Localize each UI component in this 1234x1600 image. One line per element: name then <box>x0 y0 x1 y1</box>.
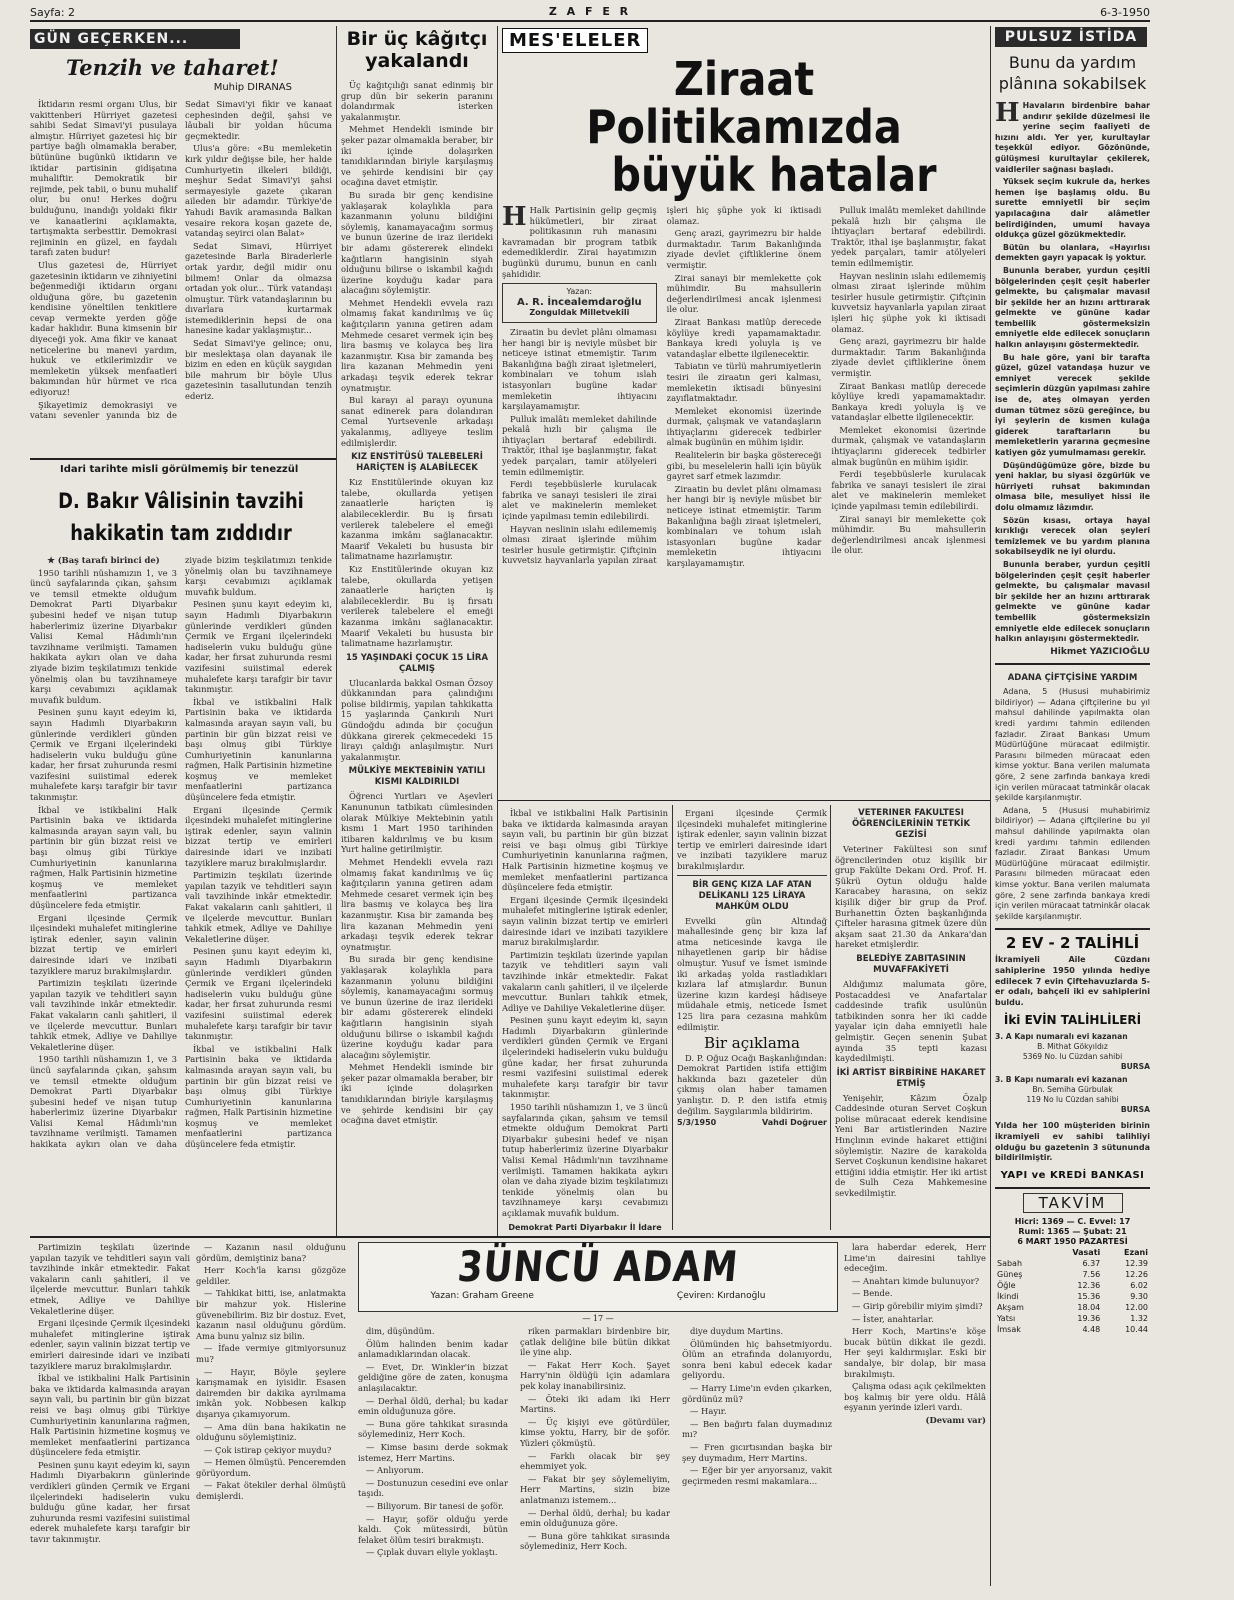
paragraph: Adana, 5 (Hususi muhabirimiz bildiriyor) — Adana çiftçilerine bu yıl mahsul dahilinde yapılmakta olan kredi yardımı tahmin edilenden fazladır. Ziraat Bankası Umum Müdürlüğüne müracaat edilmiştir. Parasını bilmeden müracaat eden kimse yoktur. Bana verilen malumata göre, 2 sene zarfında bankaya kredi için verilen müracaat tatminkâr olacak şekilde karşılanmıştır. <box>995 687 1150 803</box>
paragraph: Ziraatin bu devlet plânı olmaması her hangi bir iş neviyle müsbet bir neticeye istinat etmemiştir. Tarım Bakanlığına bağlı ziraat işletmeleri, kombinaları ve tohum ıslah istasyonları bugüne kadar memleketin ihtiyacını karşılayamamıştır. <box>502 326 657 412</box>
news-subhead: KIZ ENSTİTÜSÜ TALEBELERİ HARİÇTEN İŞ ALABİLECEK <box>351 452 483 474</box>
paragraph: Zirai sanayi bir memlekette çok mühimdir. Bu mahsullerin değerlendirilmesi ancak işlenmesi ile olur. <box>666 272 822 315</box>
paragraph: Veteriner Fakültesi son sınıf öğrencilerinden otuz kişilik bir grup Fakülte Dekanı Ord. Prof. H. Şükrü Oytun olduğu halde Karacabey harasına, on sekiz kişilik diğer bir grup da Prof. Burhanettin Özten başkanlığında Çifteler harasına gitmek üzere dün akşam saat 21.30 da Ankara'dan hareket etmişlerdir. <box>835 844 987 950</box>
serial-novel <box>196 1242 986 1594</box>
continued-note: (Devamı var) <box>925 1414 986 1425</box>
paragraph: Sedat Simavi, Hürriyet gazetesinde Barla Biraderlerle ortak yardır, değil midir onu bilmem! Onlar da olmazsa ortadan yok olur... Türk vatandaşı olmuştur. Türk vatandaşlarının bu dıvarlara kurtarmak istemediklerinin hepsi de ona hanesine kadar yaklaşmıştır... <box>185 240 332 336</box>
paragraph: Yenişehir, Kâzım Özalp Caddesinde oturan Servet Coşkun polise müracaat ederek kendisine Yeni Bar artistlerinden Nazire Hınçlının evinde hakaret ettiğini söylemiştir. Nazire de karakolda Servet Coşkunun kendisine hakaret ettiğini iddia etmiştir. Her iki artist de Sulh Ceza Mahkemesine sevkedilmiştir. <box>835 1092 987 1199</box>
paragraph: Mehmet Hendekli isminde bir şeker pazar olmamakla beraber, bir iki içinde dolaşırken tanıdıklarından biriyle karşılaşmış ve şehirde kendisini bir çay ocağına davet etmiştir. <box>341 124 493 188</box>
column-bakir-continuation <box>502 808 668 1233</box>
serial-author: Yazan: Graham Greene <box>430 1291 534 1301</box>
paragraph: Pesinen şunu kayıt edeyim ki, sayın Hadımlı Diyarbakırın günlerinde verdikleri günden Çermik ve Ergani ilçelerindeki hadiselerin vuku bulduğu güne kadar, her fırsat zuhurunda resmi vazifesini suiistimal ederek muhalefete karşı tarafgir bir tavır takınmıştır. <box>502 1015 668 1100</box>
headline-line-2: büyük hatalar <box>611 148 937 202</box>
winner-name: Bn. Semiha Gürbulak <box>1032 1085 1113 1095</box>
byline-role: Zonguldak Milletvekili <box>529 308 630 318</box>
paragraph: Pulluk imalâtı memleket dahilinde pekalâ hızlı bir çalışma ile ihtiyaçları bertaraf edebilirdi. Traktör, ithal işe başlanmıştır, fakat yedek parçaları, tamir atölyeleri temin edilmemiştir. <box>831 205 986 268</box>
calendar-rumi: Rumi: 1365 — Şubat: 21 <box>1018 1226 1127 1236</box>
ad-subtitle: İki EVİN TALİHLİLERİ <box>1003 1013 1142 1028</box>
paragraph: Üç kağıtçılığı sanat edinmiş bir grup dün bir sekerin paranını dolandırmak isterken yakalanmıştır. <box>341 80 493 122</box>
paragraph: Genç arazi, gayrimezru bir halde durmaktadır. Tarım Bakanlığında ziyade devlet çiftliklerine önem vermiştir. <box>666 228 822 270</box>
column-pulsuz-istida <box>995 26 1150 1586</box>
paragraph: İktidarın resmi organı Ulus, bir vakittenberi Hürriyet gazetesi sahibi Sedat Simavi'yi pusulaya almıştır. Hürriyet gazetesi hiç bir partiye bağlı olmamakla beraber, bütününe bugünkü iktidarın ve iktidar partisinin gidişatına muhaliftir. Demokratik bir rejimde, pek tabii, o bunu muhalif olur, bu onu! Herkes doğru bulduğunu, inandığı yoldaki fikir ve kanaatlerini açıklamakta, tartışmakta serbesttir. Demokrasi rejiminin en güzel, en faydalı tarafı zaten budur! <box>30 99 177 258</box>
paragraph: Evvelki gün Altındağ mahallesinde genç bir kıza laf atma neticesinde kavga ile nihayetlenen garip bir hâdise olmuştur. Yusuf ve İsmet isminde iki arkadaş yolda rastladıkları kızlara laf atmışlardır. Bunun üzerine kızın kardeşi hâdiseye müdahale etmiş, neticede İsmet 125 lira para cezasına mahkûm edilmiştir. <box>677 915 827 1032</box>
serial-column-3: riken parmakları birdenbire bir, çatlak deliğine bile bütün dikkat ile yine alıp. — Fakat Herr Koch. Şayet Harry'nin öldüğü için adamlara pek kolay inanabilirsiniz. — Öteki iki adam iki Herr Martins. — Üç kişiyi eve götürdüler, kimse yoktu, Harry, bir de şoför. Yüzleri çökmüştü. — Farklı olacak bir şey ehemmiyet yok. — Fakat bir şey söylemeliyim, Herr Martins, sizin bize anlatmanızı istemem... — Derhal öldü, derhal; bu kadar emin olduğunuza göre. — Buna göre tahkikat sırasında söylemediniz, Herr Koch. <box>520 1326 670 1552</box>
paragraph: Ferdi teşebbüslerle kurulacak fabrika ve sanayi tesisleri ile zirai alet ve makinelerin memleket içinde yapılması temin edilebilirdi. <box>502 479 657 522</box>
paragraph: Sedat Simavi'ye gelince; onu, bir meslektaşa olan dayanak ile bizim en eden en küçük saygıdan bile mahrum bir böyle Ulus gazetesinin tasallutundan tenzih ederiz. <box>185 338 332 402</box>
article-body <box>502 808 668 1233</box>
paragraph: Partimizin teşkilatı üzerinde yapılan tazyik ve tehditleri sayın vali tavzihinde inkâr etmektedir. Fakat vakaların canlı şahitleri, il ve ilçelerde mevcuttur. Bunları tahkik etmek, Adliye ve Dahiliye Vekaletlerine düşer. <box>185 870 332 944</box>
page-number: Sayfa: 2 <box>30 6 76 19</box>
calendar-hijri: Hicri: 1369 — C. Evvel: 17 <box>1014 1216 1131 1226</box>
paragraph: Ergani ilçesinde Çermik ilçesindeki muhalefet mitinglerine iştirak edenler, sayın valinin bizzat tertip ve emirleri dairesinde idari ve inzibati tazyiklere maruz bırakılmışlardır. <box>30 912 177 976</box>
paragraph: Ulus'a göre: «Bu memleketin kırk yıldır değişse bile, her halde Cumhuriyetin ilkeleri bildiği, meşhur Sedat Simavi'yi şahsi sermayesiyle gazete çıkaran aileden bir adamdır. Türkiye'de Yahudi Bavik aramasında Balkan vesaire rekora koşan gazete de, vatandaş seyirci olan Balat» <box>185 143 332 239</box>
article-body <box>30 99 332 439</box>
paragraph: İkbal ve istikbalini Halk Partisinin baka ve iktidarda kalmasında arayan sayın vali, bu partinin bir gün bizzat reisi ve başı olmuş gibi Türkiye Cumhuriyetinin kanunlarına rağmen, Halk Partisinin hizmetine koşmuş ve memleket menfaatlerini partizanca düşüncelere feda etmiştir. <box>185 696 332 803</box>
paragraph: Şikayetimiz demokrasiyi ve vatanı sevenler yanında biz de Sedat Simavi'yi fikir ve kanaat cephesinden değil, şahsi ve lâubali bir yoldan hücuma geçmektedir. <box>30 99 332 421</box>
article-body <box>835 808 987 1199</box>
paragraph: Ferdi teşebbüslerle kurulacak fabrika ve sanayi tesisleri ile zirai alet ve makinelerin memleket içinde yapılması temin edilebilirdi. <box>831 469 986 512</box>
table-row: Sabah 6.37 12.39 <box>997 1258 1148 1268</box>
news-subhead: MÜLKİYE MEKTEBİNİN YATILI KISMI KALDIRILDI <box>348 766 486 788</box>
announcement-title: Bir açıklama <box>704 1034 800 1053</box>
article-title: Tenzih ve taharet! <box>66 55 279 80</box>
headline-line-1: Ziraat Politikamızda <box>586 52 902 154</box>
paragraph: Bul karayı al parayı oyununa sanat edinerek para dolandıran Cemal Yurtsevenle arkadaşı yakalanmış, adliyeye teslim edilmişlerdir. <box>341 395 493 448</box>
article-body <box>995 98 1150 657</box>
paragraph: Kız Enstitülerinde okuyan kız talebe, okullarda yetişen zanaatlerle hariçten iş alabileceklerdir. Bu iş fırsatı verilerek talebelere el emeği kazanma imkânı sağlanacaktır. Maarif Vekaleti bu hususta bir talimatname hazırlamıştır. <box>341 477 493 562</box>
byline-name: A. R. İncealemdaroğlu <box>516 296 642 308</box>
byline-label: Yazan: <box>566 287 593 297</box>
winner-number: 5369 No. lu Cüzdan sahibi <box>1022 1052 1123 1062</box>
winner-label: 3. A Kapı numaralı evi kazanan <box>995 1032 1128 1042</box>
column-local-news-2 <box>835 808 987 1233</box>
news-subhead: 15 YAŞINDAKİ ÇOCUK 15 LİRA ÇALMIŞ <box>345 652 489 674</box>
table-row: Öğle 12.36 6.02 <box>997 1280 1148 1290</box>
article-body <box>677 808 827 1129</box>
table-row: Akşam 18.04 12.00 <box>997 1302 1148 1312</box>
serial-translator: Çeviren: Kırdanoğlu <box>676 1291 766 1301</box>
paragraph: Ulus gazetesi de, Hürriyet gazetesinin iktidarın ve zihniyetini beğenmediği iktidarın organı olduğuna göre, bu gazetenin kendisine yöneltilen tenkitlere cevap vermekte yerden göğe kadar haklıdır. Buna kimsenin bir diyeceği yok. Ama fikir ve kanaat neticelerine bu manevi yardım, hukuk ve etkilerimizdir ve memleketin yüksek menfaatleri bakımından hür hürmet ve rica ediyoruz! <box>30 259 177 398</box>
paragraph: Ziraat Bankası matlûp derecede köylüye kredi yapamamaktadır. Bankaya kredi yoluyla iş ve vatandaşlar elbette ilgilenecektir. <box>666 316 822 359</box>
paragraph: İkbal ve istikbalini Halk Partisinin baka ve iktidarda kalmasında arayan sayın vali, bu partinin bir gün bizzat reisi ve başı olmuş gibi Türkiye Cumhuriyetinin kanunlarına rağmen, Halk Partisinin hizmetine koşmuş ve memleket menfaatlerini partizanca düşüncelere feda etmiştir. <box>30 804 177 910</box>
headline-line-2: hakikatin tam zıddıdır <box>70 521 292 545</box>
paragraph: Ziraatin bu devlet plânı olmaması her hangi bir iş neviyle müsbet bir neticeye istinat etmemiştir. Tarım Bakanlığına bağlı ziraat işletmeleri, kombinaları ve tohum ıslah istasyonları bugüne kadar memleketin ihtiyacını karşılayamamıştır. <box>666 483 822 568</box>
paragraph: İkbal ve istikbalini Halk Partisinin baka ve iktidarda kalmasında arayan sayın vali, bu partinin bir gün bizzat reisi ve başı olmuş gibi Türkiye Cumhuriyetinin kanunlarına rağmen, Halk Partisinin hizmetine koşmuş ve memleket menfaatlerini partizanca düşüncelere feda etmiştir. <box>502 808 668 893</box>
section-kicker: İdari tarihte misli görülmemiş bir tenezzül <box>60 464 299 475</box>
adana-news <box>995 663 1150 922</box>
paragraph: Kız Enstitülerinde okuyan kız talebe, okullarda yetişen zanaatlerle hariçten iş alabileceklerdir. Bu iş fırsatı verilerek talebelere el emeği kazanma imkânı sağlanacaktır. Maarif Vekaleti bu hususta bir talimatname hazırlamıştır. <box>341 563 493 649</box>
news-subhead: BİR GENÇ KIZA LAF ATAN DELİKANLI 125 LİRAYA MAHKÛM OLDU <box>692 879 812 912</box>
calendar-title: TAKVİM <box>1023 1193 1123 1213</box>
winner-2 <box>995 1075 1150 1115</box>
paragraph: Bununla beraber, yurdun çeşitli bölgelerinden çeşit çeşit haberler gelmekte, bu çalışmalar mavasıl bir şekilde her an hızını arttırarak gelmekte ve gününe kadar tembellik göstermeksizin emniyetle elde edilecek sonuçların halkın anlayışını göstermektedir. <box>995 265 1150 350</box>
paragraph: İkbal ve istikbalini Halk Partisinin baka ve iktidarda kalmasında arayan sayın vali, bu partinin bir gün bizzat reisi ve başı olmuş gibi Türkiye Cumhuriyetinin kanunlarına rağmen, Halk Partisinin hizmetine koşmuş ve memleket menfaatlerini partizanca düşüncelere feda etmiştir. <box>185 1043 332 1150</box>
bank-name: YAPI ve KREDİ BANKASI <box>1000 1169 1145 1181</box>
paragraph: 1950 tarihli nüshamızın 1, ve 3 üncü sayfalarında çıkan, şahsım ve temsil etmekte olduğum Demokrat Parti Diyarbakır şubesini hedef ve nişan tutup haberlerimiz üzerine Diyarbakır Valisi Kemal Hâdımlı'nın tavzihname verilmişti. Tamamen hakikata aykırı olan ve daha ziyade bizim teşkilatımızı tenkide yönelmiş olan bu tavzihnameye karşı cevabımızı açıklamak muvafık buldum. <box>30 567 177 705</box>
table-row: Yatsı 19.36 1.32 <box>997 1313 1148 1323</box>
paragraph: Memleket ekonomisi üzerinde durmak, çalışmak ve vatandaşların ihtiyaçlarını giderecek tedbirler almak bugünün en mühim işidir. <box>831 424 986 467</box>
bank-advertisement <box>995 928 1150 1180</box>
masthead <box>30 4 1150 22</box>
paragraph: Realitelerin bir başka göstereceği gibi, bu meselelerin halli için büyük gayret sarf etmek lazımdır. <box>666 450 822 482</box>
paragraph: Sözün kısası, ortaya hayal kırıklığı verecek olan şeyleri temizlemek ve bu yardım planına sokabilseydik ne iyi olurdu. <box>995 515 1150 557</box>
signature-party: Demokrat Parti Diyarbakır İl İdare <box>508 1222 662 1232</box>
winner-city: BURSA <box>1120 1105 1150 1115</box>
serial-title-box <box>358 1242 838 1312</box>
paragraph: Pesinen şunu kayıt edeyim ki, sayın Hadımlı Diyarbakırın günlerinde verdikleri günden Çermik ve Ergani ilçelerindeki hadiselerin vuku bulduğu güne kadar, her fırsat zuhurunda resmi vazifesini suiistimal ederek muhalefete karşı tarafgir bir tavır takınmıştır. <box>185 946 332 1042</box>
table-row: İkindi 15.36 9.30 <box>997 1291 1148 1301</box>
paragraph: Adana, 5 (Hususi muhabirimiz bildiriyor) — Adana çiftçilerine bu yıl mahsul dahilinde yapılmakta olan kredi yardımı tahmin edilenden fazladır. Ziraat Bankası Umum Müdürlüğüne müracaat edilmiştir. Parasını bilmeden müracaat eden kimse yoktur. Bana verilen malumata göre, 2 sene zarfında bankaya kredi için verilen müracaat tatminkâr olacak şekilde karşılanmıştır. <box>995 805 1150 921</box>
paragraph: Partimizin teşkilatı üzerinde yapılan tazyik ve tehditleri sayın vali tavzihinde inkâr etmektedir. Fakat vakaların canlı şahitleri, il ve ilçelerde mevcuttur. Bunları tahkik etmek, Adliye ve Dahiliye Vekaletlerine düşer. <box>502 949 668 1013</box>
paragraph: Ulucanlarda bakkal Osman Özsoy dükkanından para çalındığını polise bildirmiş, yapılan tahkikatta 15 yaşlarında Çankırılı Nuri Gündoğdu adında bir çocuğun dükkana girerek çekmecedeki 15 lirayı çaldığı anlaşılmıştır. Nuri yakalanmıştır. <box>341 677 493 762</box>
paragraph: Öğrenci Yurtları ve Aşevleri Kanununun tatbikatı cümlesinden olarak Mülkiye Mektebinin yatılı kısmı 1 Mart 1950 tarihinden itibaren kaldırılmış ve bu kısım Yurt haline getirilmiştir. <box>341 791 493 855</box>
paragraph: Bu hale göre, yani bir tarafta güzel, güzel vatandaşa huzur ve emniyet verecek şekilde seçimlerin düzgün yapılması zahire ise de, ateş olmayan yerden duman tütmez sözü gereğince, bu iyi şeylerin de kısmen kulağa giderek taraftarların bu memleketlerin yararına geçmesine katiyen göz yumulmaması gerekir. <box>995 352 1150 457</box>
paragraph: Mehmet Hendekli isminde bir şeker pazar olmamakla beraber, bir iki içinde dolaşırken tanıdıklarından biriyle karşılaşmış ve şehirde kendisini bir çay ocağına davet etmiştir. <box>341 1062 493 1126</box>
paragraph: Aldığımız malumata göre, Postacaddesi ve Anafartalar caddesinde trafik usulünün tatbikinden sonra her iki cadde yayalar için daha emniyetli hale gelmiştir. Geçen senenin Şubat ayında 35 tepti kazası kaydedilmişti. <box>835 978 987 1064</box>
paragraph: Zirai sanayi bir memlekette çok mühimdir. Bu mahsullerin değerlendirilmesi ancak işlenmesi ile olur. <box>831 513 986 556</box>
news-subhead: ADANA ÇİFTÇİSİNE YARDIM <box>1007 673 1138 684</box>
calendar-date: 6 MART 1950 PAZARTESİ <box>1017 1236 1128 1246</box>
news-subhead: VETERİNER FAKÜLTESİ ÖĞRENCİLERİNİN TETKİK GEZİSİ <box>851 808 971 840</box>
issue-date: 6-3-1950 <box>1100 6 1150 19</box>
column-ziraat-politikasi <box>502 28 986 798</box>
winner-label: 3. B Kapı numaralı evi kazanan <box>995 1075 1128 1085</box>
paragraph: Tabiatın ve türlü mahrumiyetlerin tesiri ile ziraatın geri kalması, memleketin iktisadi bünyesini zayıflatmaktadır. <box>666 361 822 404</box>
article-author: Muhip DIRANAS <box>213 82 292 93</box>
paragraph: Hayvan neslinin ıslahı edilememiş olması ziraat işlerinde mühim tesirler husule getirmiştir. Çiftçinin kuvvetsiz hayvanlarla yapılan ziraat işleri hiç şüphe yok ki iktisadi olamaz. <box>502 205 822 566</box>
news-subhead: İKİ ARTİST BİRBİRİNE HAKARET ETMİŞ <box>836 1067 986 1089</box>
paragraph: Pesinen şunu kayıt edeyim ki, sayın Hadımlı Diyarbakırın günlerinde verdikleri günden Çermik ve Ergani ilçelerindeki hadiselerin vuku bulduğu güne kadar, her fırsat zuhurunda resmi vazifesini suiistimal ederek muhalefete karşı tarafgir bir tavır takınmıştır. <box>30 707 177 803</box>
serial-title: 3ÜNCÜ ADAM <box>455 1242 741 1291</box>
table-row: İmsak 4.48 10.44 <box>997 1324 1148 1334</box>
announcement-date: 5/3/1950 <box>677 1118 717 1128</box>
paragraph: Memleket ekonomisi üzerinde durmak, çalışmak ve vatandaşların ihtiyaçlarını giderecek tedbirler almak bugünün en mühim işidir. <box>666 405 822 448</box>
column-bakir-valisi <box>30 464 332 1234</box>
paragraph: Pulluk imalâtı memleket dahilinde pekalâ hızlı bir çalışma ile ihtiyaçları bertaraf edebilirdi. Traktör, ithal işe başlanmıştır, fakat yedek parçaları, tamir atölyeleri temin edilmemiştir. <box>502 413 657 477</box>
article-body <box>502 202 986 798</box>
serial-column-1: — Kazanın nasıl olduğunu gördüm, demiştiniz bana? Herr Koch'la karısı gözgöze geldiler. — Tahkikat bitti, ise, anlatmakta bir mahzur yok. Hislerine güvenebilirim. Biz bir dostuz. Evet, kazanın nasıl olduğunu gördüm. Ama bunu yalnız siz bilin. — İfade vermiye gitmiyorsunuz mu? — Hayır, Böyle şeylere karışmamak en iyisidir. Esasen dairemden bir dakika ayrılmama imkân yok. Nobbesen kalkıp dışarıya çıkamıyorum. — Ama dün bana hakikatin ne olduğunu söylemiştiniz. — Çok istirap çekiyor muydu? — Hemen ölmüştü. Penceremden görüyordum. — Fakat ötekiler derhal ölmüştü demişlerdi. <box>196 1242 346 1502</box>
serial-column-2: dim, düşündüm. Ölüm halinden benim kadar anlamadıklarından olacak. — Evet, Dr. Winkler'in bizzat geldiğine göre de zaten, konuşma anlaşılacaktır. — Derhal öldü, derhal; bu kadar emin olduğunuza göre. — Buna göre tahkikat sırasında söylemediniz, Herr Koch. — Kimse basını derde sokmak istemez, Herr Martins. — Anlıyorum. — Dostunuzun cesedini eve onlar taşıdı. — Biliyorum. Bir tanesi de şoför. — Hayır, şoför olduğu yerde kaldı. Çok mütessirdi, bütün felaket ölüm tesiri bırakmıştı. — Çıplak duvarı eliyle yoklaştı. <box>358 1326 508 1558</box>
winner-1 <box>995 1032 1150 1072</box>
paragraph: Ergani ilçesinde Çermik ilçesindeki muhalefet mitinglerine iştirak edenler, sayın valinin bizzat tertip ve emirleri dairesinde idari ve inzibati tazyiklere maruz bırakılmışlardır. <box>677 808 827 871</box>
headline-line-1: D. Bakır Vâlisinin tavzihi <box>58 489 304 513</box>
column-bakir-tail <box>30 1242 190 1594</box>
headline-line-1: Bir üç kâğıtçı <box>346 28 488 50</box>
calendar-box <box>995 1187 1150 1335</box>
news-subhead: BELEDİYE ZABITASININ MUVAFFAKİYETİ <box>856 953 966 975</box>
paragraph: H Halk Partisinin gelip geçmiş hükümetleri, bir ziraat politikasının ruh manasını kavramadan bir program tatbik edemediklerdir. Zirai hayatımızın bugünkü durumu, bunun en canlı şahididir. <box>502 202 657 279</box>
paragraph: Düşündüğümüze göre, bizde bu yeni haklar, bu siyasi özgürlük ve hürriyeti ruhsat bakımından olmasa bile, mesuliyet hissi ile dolu olmamız lâzımdır. <box>995 460 1150 512</box>
ad-intro: İkramiyeli Aile Cüzdanı sahiplerine 1950 yılında hediye edilecek 7 evin Çiftehavuzlarda 5-er odalı, bahçeli iki ev sahiplerini buldu. <box>995 955 1150 1007</box>
paragraph: Mehmet Hendekli evvela razı olmamış fakat kandırılmış ve üç kağıtçıların yanına getiren adam Mehmede cesaret vermek için beş lira basmış ve kolayca beş lira kazanmıştır. Kısa bir zamanda beş lira kazanan Mehmedin yeni arkadaşı teşvik ederek tekrar oynatmıştır. <box>341 857 493 952</box>
paragraph: D. P. Oğuz Ocağı Başkanlığından: Demokrat Partiden istifa ettiğim hakkında bazı gazeteler dün çıkmış olan haber tamamen yanlıştır. D. P. den istifa etmiş değilim. Saygılarımla bildiririm. <box>677 1052 827 1116</box>
article-body <box>341 80 493 1126</box>
paragraph: Genç arazi, gayrimezru bir halde durmaktadır. Tarım Bakanlığında ziyade devlet çiftliklerine önem vermiştir. <box>831 336 986 378</box>
headline-line-2: yakalandı <box>365 50 469 72</box>
paragraph: Partimizin teşkilatı üzerinde yapılan tazyik ve tehditleri sayın vali tavzihinde inkâr etmektedir. Fakat vakaların canlı şahitleri, il ve ilçelerde mevcuttur. Bunları tahkik etmek, Adliye ve Dahiliye Vekaletlerine düşer. <box>30 978 177 1052</box>
column-header: Vasati <box>1072 1247 1101 1257</box>
table-row: Güneş 7.56 12.26 <box>997 1269 1148 1279</box>
continuation-note: ★ (Baş tarafı birinci de) <box>47 555 160 565</box>
article-body <box>30 555 332 1225</box>
serial-column-4: diye duydum Martins. Ölümünden hiç bahsetmiyordu. Ölüm an etrafında dolanıyordu, sonra beni kabul edecek kadar geliyordu. — Harry Lime'ın evden çıkarken, gördünüz mü? — Hayır. — Ben bağırtı falan duymadınız mı? — Fren gıcırtısından başka bir şey duymadım, Herr Martins. — Eğer bir yer arıyorsanız, vakit geçirmeden resmi makamlara... <box>682 1326 832 1486</box>
paragraph: Ziraat Bankası matlûp derecede köylüye kredi yapamamaktadır. Bankaya kredi yoluyla iş ve vatandaşlar elbette ilgilenecektir. <box>831 380 986 423</box>
paragraph: Ergani ilçesinde Çermik ilçesindeki muhalefet mitinglerine iştirak edenler, sayın valinin bizzat tertip ve emirleri dairesinde idari ve inzibati tazyiklere maruz bırakılmışlardır. <box>502 894 668 948</box>
paragraph: Yüksek seçim kukrule da, herkes hemen işe başlamış oldu. Bu surette emniyetli bir seçim yapılacağına dair alâmetler belirdiğinden, umumi havaya oldukça güzel gözükmektedir. <box>995 177 1150 240</box>
ad-title: 2 EV - 2 TALİHLİ <box>1005 934 1140 953</box>
paragraph: 1950 tarihli nüshamızın 1, ve 3 üncü sayfalarında çıkan, şahsım ve temsil etmekte olduğum Demokrat Parti Diyarbakır şubesini hedef ve nişan tutup haberlerimiz üzerine Diyarbakır Valisi Kemal Hâdımlı'nın tavzihname verilmişti. Tamamen hakikata aykırı olan ve daha ziyade bizim teşkilatımızı tenkide yönelmiş olan bu tavzihnameye karşı cevabımızı açıklamak muvafık buldum. <box>502 1102 668 1218</box>
section-kicker: GÜN GEÇERKEN... <box>30 29 240 49</box>
article-signature: Hikmet YAZICIOĞLU <box>1050 646 1150 657</box>
paragraph: Bu sırada bir genç kendisine yaklaşarak kolaylıkla para kazanmanın yolunu bildiğini söylemiş, kanamayacağını sormuş ve bunun üzerine de iraz ilerideki bir adamı göstererek elindeki kağıtların hangisinin siyah olduğunu bilirse o iskambil kağıdı üzerine koyduğu kadar para alacağını söylemiştir. <box>341 954 493 1060</box>
prayer-times-table <box>995 1247 1150 1335</box>
byline-box <box>502 283 657 323</box>
winner-name: B. Mithat Gökyıldız <box>1037 1042 1108 1052</box>
section-kicker: PULSUZ İSTİDA <box>995 27 1147 47</box>
paragraph: Bu sırada bir genç kendisine yaklaşarak kolaylıkla para kazanmanın yolunu bildiğini söylemiş, kanamayacağını sormuş ve bunun üzerine de iraz ilerideki bir adamı göstererek elindeki kağıtların hangisinin siyah olduğunu bilirse o iskambil kağıdı üzerine koyduğu kadar para alacağını söylemiştir. <box>341 189 493 296</box>
paragraph: H Havaların birdenbire bahar andırır şekilde düzelmesi ile yerine seçim faaliyeti de hızını aldı. Yer yer, kurultaylar teşekkül ediyor. Gözönünde, gülüşmesi kurultaylar çekilerek, vaidleriler sağnası başladı. <box>995 98 1150 174</box>
column-header: Ezani <box>1124 1247 1148 1257</box>
section-kicker: MES'ELELER <box>502 28 648 53</box>
article-body: Partimizin teşkilatı üzerinde yapılan tazyik ve tehditleri sayın vali tavzihinde inkâr etmektedir. Fakat vakaların canlı şahitleri, il ve ilçelerde mevcuttur. Bunları tahkik etmek, Adliye ve Dahiliye Vekaletlerine düşer. Ergani ilçesinde Çermik ilçesindeki muhalefet mitinglerine iştirak edenler, sayın valinin bizzat tertip ve emirleri dairesinde idari ve inzibati tazyiklere maruz bırakılmışlardır. İkbal ve istikbalini Halk Partisinin baka ve iktidarda kalmasında arayan sayın vali, bu partinin bir gün bizzat reisi ve başı olmuş gibi Türkiye Cumhuriyetinin kanunlarına rağmen, Halk Partisinin hizmetine koşmuş ve memleket menfaatlerini partizanca düşüncelere feda etmiştir. Pesinen şunu kayıt edeyim ki, sayın Hadımlı Diyarbakırın günlerinde verdikleri günden Çermik ve Ergani ilçelerindeki hadiselerin vuku bulduğu güne kadar, her fırsat zuhurunda resmi vazifesini suiistimal ederek muhalefete karşı tarafgir bir tavır takınmıştır. <box>30 1242 190 1545</box>
serial-installment: — 17 — <box>582 1314 614 1323</box>
column-local-news-1 <box>677 808 827 1233</box>
winner-number: 119 No lu Cüzdan sahibi <box>1026 1095 1119 1105</box>
newspaper-name: Z A F E R <box>548 5 632 18</box>
paragraph: Bütün bu olanlara, «Hayırlısı demekten gayrı yapacak iş yoktur. <box>995 242 1150 263</box>
paragraph: Hayvan neslinin ıslahı edilememiş olması ziraat işlerinde mühim tesirler husule getirmiştir. Çiftçinin kuvvetsiz hayvanlarla yapılan ziraat işleri hiç şüphe yok ki iktisadi olamaz. <box>831 270 986 334</box>
paragraph: Ergani ilçesinde Çermik ilçesindeki muhalefet mitinglerine iştirak edenler, sayın valinin bizzat tertip ve emirleri dairesinde idari ve inzibati tazyiklere maruz bırakılmışlardır. <box>185 804 332 868</box>
paragraph: 1950 tarihli nüshamızın 1, ve 3 üncü sayfalarında çıkan, şahsım ve temsil etmekte olduğum Demokrat Parti Diyarbakır şubesini hedef ve nişan tutup haberlerimiz üzerine Diyarbakır Valisi Kemal Hâdımlı'nın tavzihname verilmişti. Tamamen hakikata aykırı olan ve daha ziyade bizim teşkilatımızı tenkide yönelmiş olan bu tavzihnameye karşı cevabımızı açıklamak muvafık buldum. <box>30 555 332 1150</box>
column-uc-kagitci <box>341 28 493 1233</box>
paragraph: Bununla beraber, yurdun çeşitli bölgelerinden çeşit çeşit haberler gelmekte, bu çalışmalar mavasıl bir şekilde her an hızını arttırarak gelmekte ve gününe kadar tembellik göstermeksizin emniyetle elde edilecek sonuçların halkın anlayışını göstermektedir. <box>995 559 1150 644</box>
winner-city: BURSA <box>1120 1062 1150 1072</box>
serial-column-5: lara haberdar ederek, Herr Lime'ın dairesini tahliye edeceğim. — Anahtarı kimde bulunuyor? — Bende. — Girip görebilir miyim şimdi? — İster, anahtarlar. Herr Koch, Martins'e köşe bucak bütün dikkat ile gezdi. Her şeyi kaldırmışlar. Eski bir sandalye, bir dolap, bir masa bırakılmıştı. Çalışma odası açık çekilmekten boş kalmış bir yere oldu. Hâlâ eşyanın yerinde izleri vardı. (Devamı var) <box>844 1242 986 1425</box>
announcement-signature: Vahdi Doğruer <box>762 1118 827 1128</box>
column-gun-gecerken <box>30 28 332 456</box>
ad-footer: Yılda her 100 müşteriden birinin ikramiyeli ev sahibi talihliyi olduğu bu gazetenin 3 sütununda bildirilmiştir. <box>995 1121 1150 1163</box>
paragraph: Mehmet Hendekli evvela razı olmamış fakat kandırılmış ve üç kağıtçıların yanına getiren adam Mehmede cesaret vermek için beş lira basmış ve kolayca beş lira kazanmıştır. Kısa bir zamanda beş lira kazanan Mehmedin yeni arkadaşı teşvik ederek tekrar oynatmıştır. <box>341 297 493 393</box>
headline-line-2: plânına sokabilsek <box>998 74 1147 93</box>
paragraph: Pesinen şunu kayıt edeyim ki, sayın Hadımlı Diyarbakırın günlerinde verdikleri günden Çermik ve Ergani ilçelerindeki hadiselerin vuku bulduğu güne kadar, her fırsat zuhurunda resmi vazifesini suiistimal ederek muhalefete karşı tarafgir bir tavır takınmıştır. <box>185 599 332 695</box>
headline-line-1: Bunu da yardım <box>1008 53 1137 72</box>
